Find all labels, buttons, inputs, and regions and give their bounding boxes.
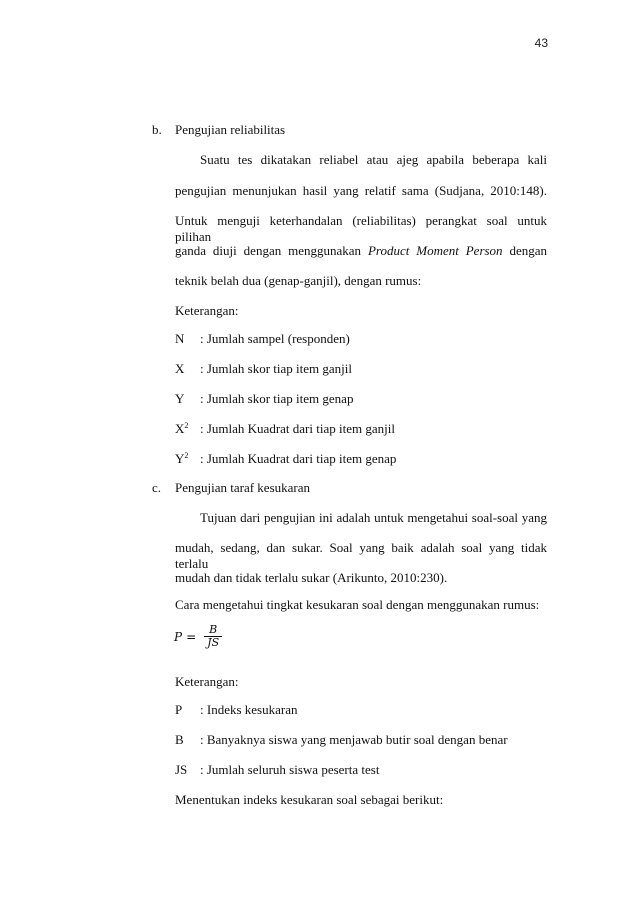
formula-equals: = bbox=[186, 629, 197, 644]
definition-text: : Jumlah skor tiap item ganjil bbox=[200, 361, 353, 376]
section-b-paragraph-line: pengujian menunjukan hasil yang relatif sama (Sudjana, 2010:148). bbox=[175, 183, 547, 198]
section-c-paragraph-line-3: mudah dan tidak terlalu sukar (Arikunto, 2010:230). bbox=[175, 570, 448, 585]
definition-text: : Jumlah skor tiap item genap bbox=[200, 391, 354, 406]
page-number: 43 bbox=[534, 36, 548, 50]
section-c-heading bbox=[152, 480, 310, 496]
formula-numerator: B bbox=[209, 623, 218, 636]
definition-row bbox=[175, 732, 508, 748]
section-c-paragraph-line: mudah, sedang, dan sukar. Soal yang baik adalah soal yang tidak terlalu bbox=[175, 540, 547, 571]
definition-symbol: $X^2$ bbox=[175, 421, 189, 436]
formula-lhs: P bbox=[174, 629, 183, 644]
definition-row bbox=[175, 762, 379, 778]
definition-row bbox=[175, 391, 353, 407]
definition-row bbox=[175, 421, 395, 437]
line4-after: dengan bbox=[509, 243, 548, 258]
definition-symbol: N bbox=[175, 331, 185, 346]
section-b-marker: b. bbox=[152, 122, 162, 137]
definition-symbol: P bbox=[175, 702, 183, 717]
formula-denominator: JS bbox=[207, 636, 220, 649]
section-c-closing-line: Menentukan indeks kesukaran soal sebagai berikut: bbox=[175, 792, 444, 807]
definition-text: : Jumlah sampel (responden) bbox=[200, 331, 350, 346]
section-c-keterangan-label: Keterangan: bbox=[175, 674, 239, 689]
difficulty-formula bbox=[174, 624, 222, 649]
superscript: 2 bbox=[184, 421, 189, 430]
definition-symbol: $Y^2$ bbox=[175, 451, 189, 466]
definition-row bbox=[175, 361, 352, 377]
formula-fraction bbox=[204, 624, 222, 649]
definition-text: : Jumlah Kuadrat dari tiap item genap bbox=[200, 451, 397, 466]
line4-italic-term: Product Moment Person bbox=[367, 243, 503, 258]
definition-text: : Indeks kesukaran bbox=[200, 702, 298, 717]
section-b-paragraph-line: Suatu tes dikatakan reliabel atau ajeg apabila beberapa kali bbox=[200, 152, 547, 167]
section-b-keterangan-label: Keterangan: bbox=[175, 303, 239, 318]
section-c-title: Pengujian taraf kesukaran bbox=[175, 480, 311, 495]
section-b-paragraph-line: Untuk menguji keterhandalan (reliabilitas) perangkat soal untuk pilihan bbox=[175, 213, 547, 244]
definition-row bbox=[175, 702, 297, 718]
section-b-paragraph-line-4 bbox=[175, 243, 547, 259]
section-b-heading bbox=[152, 122, 285, 138]
definition-text: : Banyaknya siswa yang menjawab butir soal dengan benar bbox=[200, 732, 508, 747]
section-b-title: Pengujian reliabilitas bbox=[175, 122, 286, 137]
superscript: 2 bbox=[184, 451, 189, 460]
definition-symbol: B bbox=[175, 732, 184, 747]
section-c-paragraph-line-4: Cara mengetahui tingkat kesukaran soal dengan menggunakan rumus: bbox=[175, 597, 540, 612]
definition-symbol: X bbox=[175, 361, 185, 376]
definition-text: : Jumlah Kuadrat dari tiap item ganjil bbox=[200, 421, 395, 436]
section-c-marker: c. bbox=[152, 480, 162, 495]
definition-row bbox=[175, 331, 350, 347]
line4-before: ganda diuji dengan menggunakan bbox=[175, 243, 362, 258]
definition-symbol: JS bbox=[175, 762, 188, 777]
definition-row bbox=[175, 451, 396, 467]
definition-text: : Jumlah seluruh siswa peserta test bbox=[200, 762, 380, 777]
section-c-paragraph-line: Tujuan dari pengujian ini adalah untuk mengetahui soal-soal yang bbox=[200, 510, 547, 525]
section-b-paragraph-line-5: teknik belah dua (genap-ganjil), dengan rumus: bbox=[175, 273, 422, 288]
definition-symbol: Y bbox=[175, 391, 185, 406]
